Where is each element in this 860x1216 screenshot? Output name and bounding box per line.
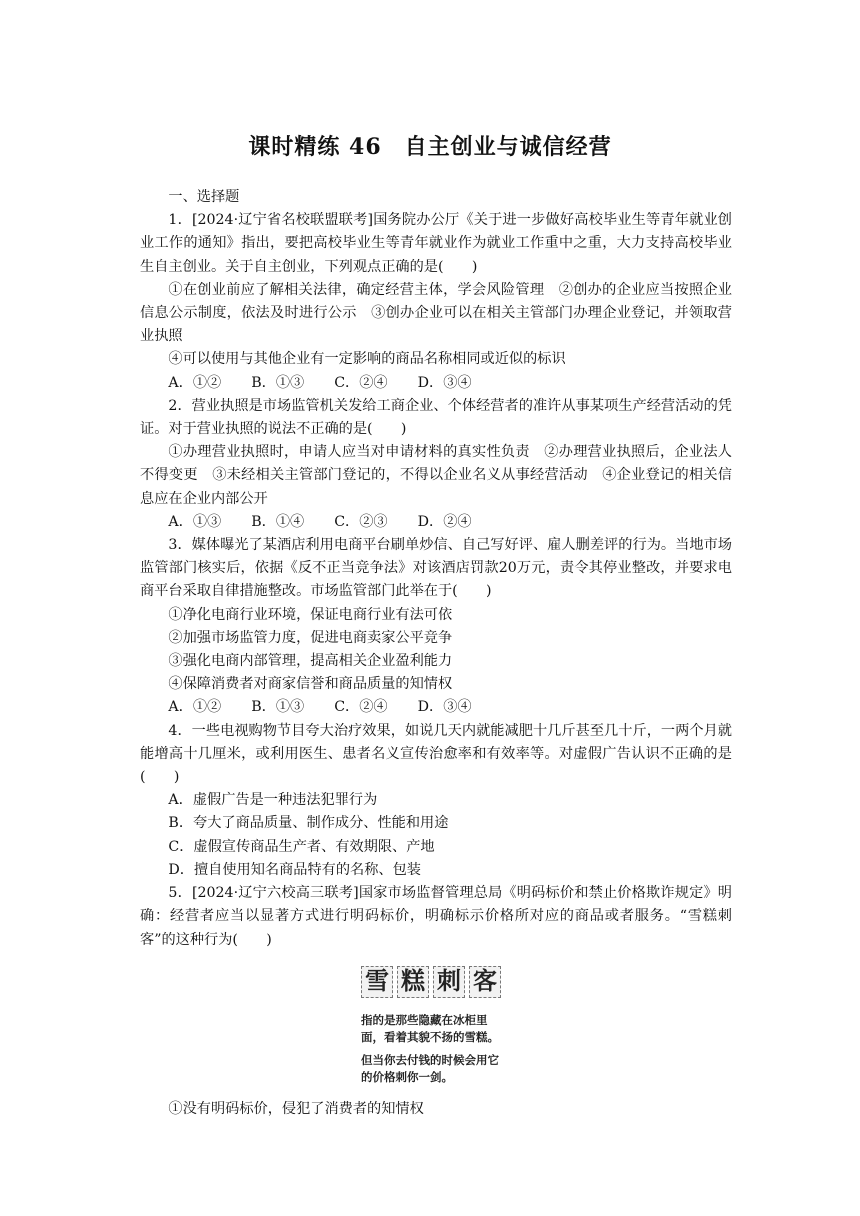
figure-heading — [361, 966, 511, 998]
question-4-stem: 4．一些电视购物节目夸大治疗效果，如说几天内就能减肥十几斤甚至几十斤，一两个月就能增高十几厘米，或利用医生、患者名义宣传治愈率和有效率等。对虚假广告认识不正确的是( ) — [140, 722, 732, 786]
question-3-statement: ①净化电商行业环境，保证电商行业有法可依 — [168, 606, 453, 623]
question-2-statements: ①办理营业执照时，申请人应当对申请材料的真实性负责 ②办理营业执照后，企业法人不得变更 ③未经相关主管部门登记的，不得以企业名义从事经营活动 ④企业登记的相关信息应在企业内部公开 — [140, 444, 732, 507]
question-3-statement: ③强化电商内部管理，提高相关企业盈利能力 — [168, 653, 453, 670]
option-b: B．①④ — [251, 513, 305, 530]
ice-cream-assassin-figure — [361, 966, 511, 1086]
question-1-statement-4: ④可以使用与其他企业有一定影响的商品名称相同或近似的标识 — [168, 351, 566, 368]
question-4-option-d: D．擅自使用知名商品特有的名称、包装 — [168, 861, 421, 878]
option-a: A．①③ — [168, 513, 222, 530]
section-heading: 一、选择题 — [168, 189, 240, 205]
question-4-option-a: A．虚假广告是一种违法犯罪行为 — [168, 792, 378, 809]
question-2-stem: 2．营业执照是市场监管机关发给工商企业、个体经营者的准许从事某项生产经营活动的凭证。对于营业执照的说法不正确的是( ) — [140, 397, 732, 438]
question-1-statements: ①在创业前应了解相关法律，确定经营主体，学会风险管理 ②创办的企业应当按照企业信息公示制度，依法及时进行公示 ③创办企业可以在相关主管部门办理企业登记，并领取营业执照 — [140, 281, 732, 345]
question-3-statement: ②加强市场监管力度，促进电商卖家公平竞争 — [168, 629, 453, 646]
option-d: D．②④ — [417, 513, 472, 530]
figure-paragraph-2: 但当你去付钱的时候会用它的价格刺你一剑。 — [361, 1052, 499, 1084]
question-3-stem: 3．媒体曝光了某酒店利用电商平台刷单炒信、自己写好评、雇人删差评的行为。当地市场监管部门核实后，依据《反不正当竞争法》对该酒店罚款20万元，责令其停业整改，并要求电商平台采取自律措施整改。市场监管部门此举在于( ) — [140, 537, 732, 600]
figure-paragraph-1: 指的是那些隐藏在冰柜里面，看着其貌不扬的雪糕。 — [361, 1012, 499, 1044]
option-c: C．②④ — [334, 374, 388, 391]
figure-heading-char: 雪 — [361, 966, 393, 998]
option-c: C．②④ — [334, 699, 388, 716]
question-5-stem: 5．[2024·辽宁六校高三联考]国家市场监督管理总局《明码标价和禁止价格欺诈规定》明确：经营者应当以显著方式进行明码标价，明确标示价格所对应的商品或者服务。“雪糕刺客”的这种行为( ) — [140, 885, 732, 948]
option-d: D．③④ — [417, 374, 472, 391]
question-5-statement-1: ①没有明码标价，侵犯了消费者的知情权 — [168, 1100, 424, 1117]
figure-heading-char: 刺 — [433, 966, 465, 998]
option-b: B．①③ — [251, 699, 305, 716]
page-title: 课时精练 46 自主创业与诚信经营 — [248, 134, 612, 160]
figure-heading-char: 糕 — [397, 966, 429, 998]
option-b: B．①③ — [251, 374, 305, 391]
exercise-content — [140, 186, 732, 1121]
question-4-option-b: B．夸大了商品质量、制作成分、性能和用途 — [168, 815, 449, 832]
option-c: C．②③ — [334, 513, 388, 530]
option-a: A．①② — [168, 374, 222, 391]
question-3-options — [140, 696, 732, 719]
question-1-options — [140, 372, 732, 395]
option-d: D．③④ — [417, 699, 472, 716]
question-2-options — [140, 511, 732, 534]
question-4-option-c: C．虚假宣传商品生产者、有效期限、产地 — [168, 838, 435, 855]
question-3-statement: ④保障消费者对商家信誉和商品质量的知情权 — [168, 676, 453, 693]
option-a: A．①② — [168, 699, 222, 716]
figure-heading-char: 客 — [469, 966, 501, 998]
question-1-stem: 1．[2024·辽宁省名校联盟联考]国务院办公厅《关于进一步做好高校毕业生等青年就业创业工作的通知》指出，要把高校毕业生等青年就业作为就业工作重中之重，大力支持高校毕业生自主创业。关于自主创业，下列观点正确的是( ) — [140, 212, 732, 275]
